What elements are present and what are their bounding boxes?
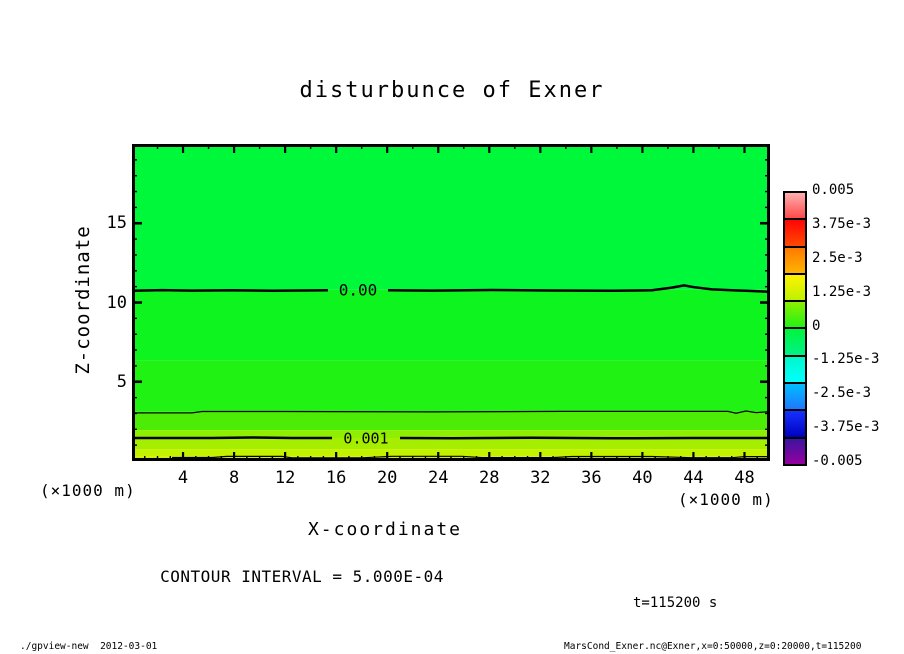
contour-line-0p001 — [132, 438, 332, 439]
colorbar-tick-label: 3.75e-3 — [812, 215, 872, 232]
colorbar-cell — [785, 275, 805, 302]
x-axis-title: X-coordinate — [307, 519, 463, 540]
colorbar-tick-label: 0 — [812, 317, 821, 334]
x-tick-label: 28 — [479, 468, 500, 488]
colorbar-cell — [785, 411, 805, 438]
x-tick-label: 40 — [632, 468, 653, 488]
fill-band — [132, 449, 770, 456]
colorbar-cell — [785, 248, 805, 275]
colorbar — [783, 191, 807, 466]
x-tick-label: 20 — [376, 468, 398, 488]
footer-source-text: MarsCond_Exner.nc@Exner,x=0:50000,z=0:20000,t=115200 — [564, 641, 862, 652]
x-tick-label: 12 — [274, 468, 296, 488]
contour-label-0: 0.00 — [338, 280, 378, 300]
z-axis-unit: (×1000 m) — [40, 481, 136, 500]
plot-title: disturbunce of Exner — [299, 78, 605, 103]
colorbar-tick-label: -0.005 — [812, 453, 863, 469]
colorbar-cell — [785, 384, 805, 411]
x-tick-label: 36 — [581, 468, 602, 488]
fill-band — [132, 438, 770, 449]
plot-area — [132, 144, 770, 461]
colorbar-tick-label: 0.005 — [812, 182, 855, 198]
fill-band — [132, 412, 770, 430]
z-tick-label: 15 — [106, 213, 127, 234]
x-tick-label: 44 — [683, 468, 704, 488]
x-tick-label: 8 — [228, 468, 240, 488]
colorbar-cell — [785, 357, 805, 384]
z-tick-label: 5 — [116, 371, 127, 392]
fill-band — [132, 144, 770, 290]
colorbar-tick-label: -2.5e-3 — [812, 385, 872, 402]
colorbar-cell — [785, 439, 805, 464]
contour-line-0p001 — [400, 438, 770, 439]
contour-plot-svg — [132, 144, 770, 461]
colorbar-cell — [785, 220, 805, 247]
x-tick-label: 48 — [734, 468, 755, 488]
colorbar-cell — [785, 302, 805, 329]
contour-interval-text: CONTOUR INTERVAL = 5.000E-04 — [160, 567, 444, 586]
x-tick-label: 32 — [530, 468, 551, 488]
x-tick-label: 24 — [427, 468, 449, 488]
x-axis-unit: (×1000 m) — [678, 490, 774, 509]
colorbar-cell — [785, 329, 805, 356]
x-tick-label: 4 — [177, 468, 189, 488]
x-tick-label: 16 — [325, 468, 347, 488]
colorbar-tick-label: -3.75e-3 — [812, 419, 880, 436]
footer-command-text: ./gpview-new 2012-03-01 — [20, 641, 158, 652]
z-axis-title: Z-coordinate — [72, 225, 94, 375]
contour-label-0p001: 0.001 — [343, 429, 389, 448]
fill-band — [132, 290, 770, 361]
colorbar-cell — [785, 193, 805, 220]
time-annotation: t=115200 s — [633, 595, 718, 611]
colorbar-tick-label: -1.25e-3 — [812, 351, 880, 368]
fill-band — [132, 360, 770, 412]
z-tick-label: 10 — [106, 292, 127, 313]
colorbar-tick-label: 1.25e-3 — [812, 283, 872, 300]
colorbar-tick-label: 2.5e-3 — [812, 249, 863, 266]
